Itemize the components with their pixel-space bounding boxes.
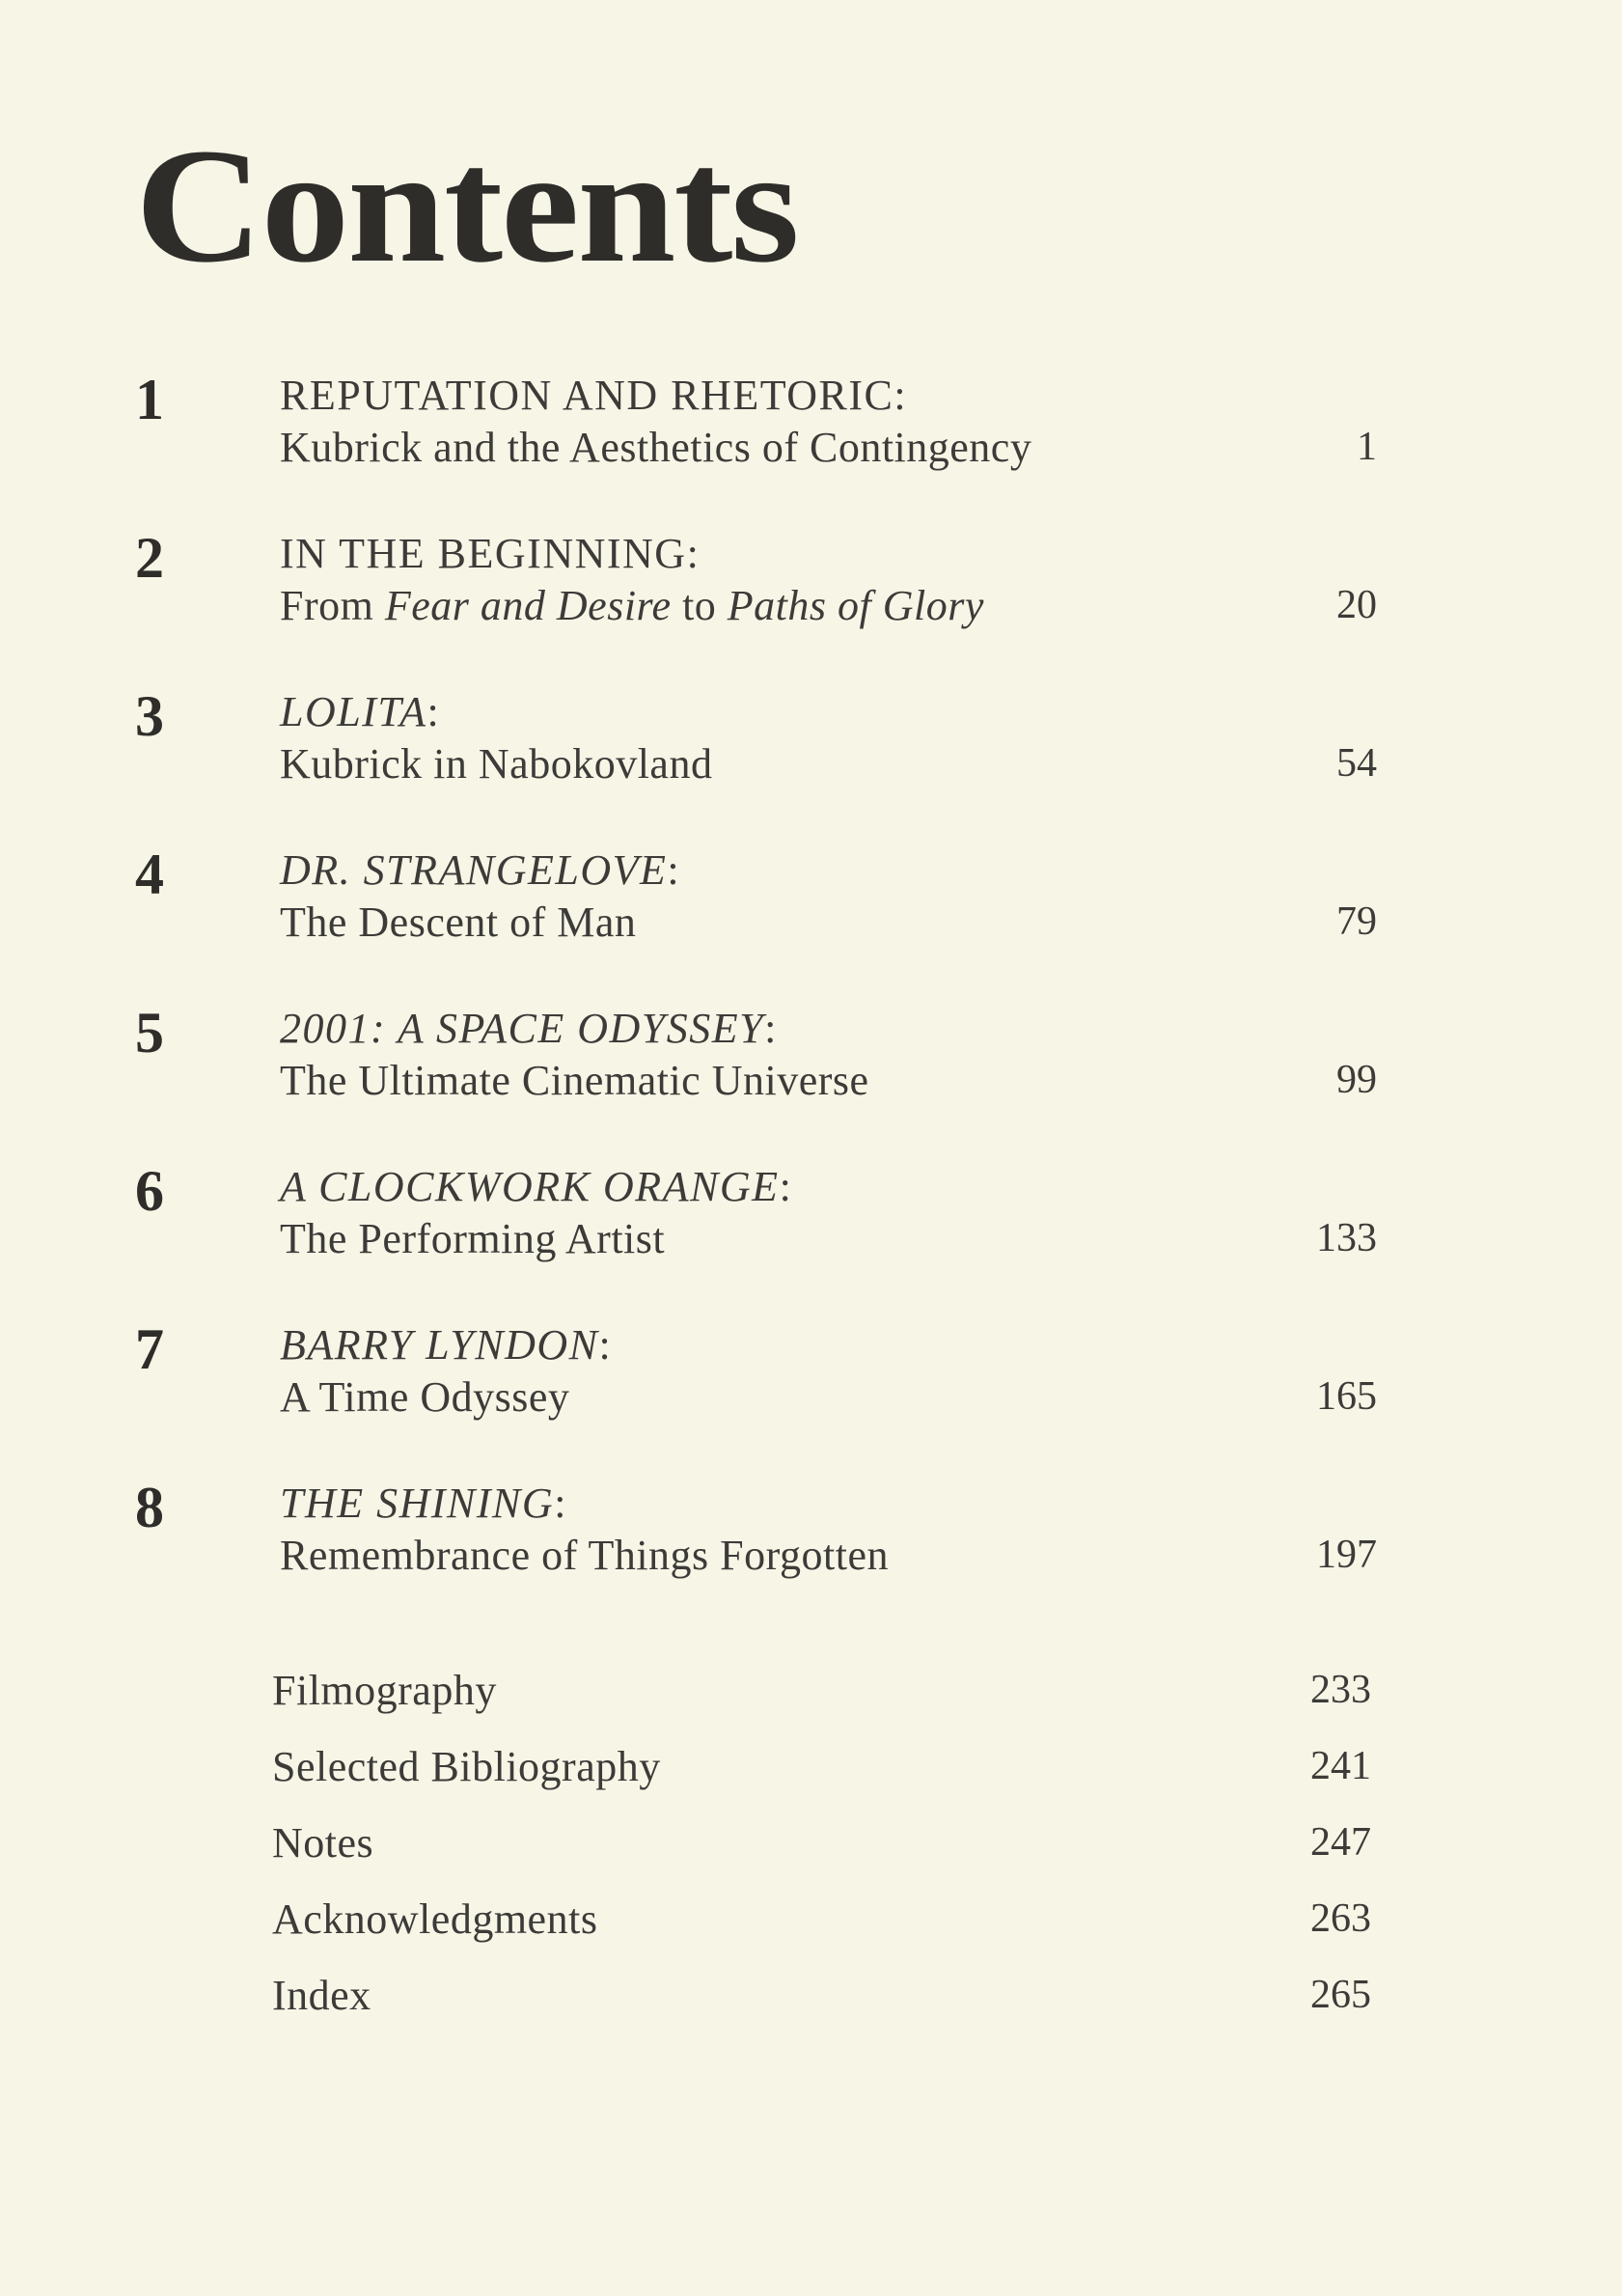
chapter-title [280, 846, 681, 894]
film-title-italic: DR. STRANGELOVE [280, 846, 668, 894]
page-number: 241 [1310, 1744, 1371, 1788]
chapter-title [280, 1005, 778, 1052]
toc-chapter-entry [0, 1001, 1622, 1123]
back-matter-label: Notes [272, 1819, 374, 1867]
page-number: 99 [1336, 1058, 1377, 1102]
chapter-subtitle [280, 424, 1032, 471]
title-text: From [280, 582, 385, 629]
page-number: 165 [1316, 1374, 1377, 1419]
back-matter-label: Filmography [272, 1667, 497, 1714]
chapter-number: 4 [135, 843, 164, 906]
film-title-italic: 2001: A SPACE ODYSSEY [280, 1005, 765, 1052]
title-text: : [779, 1163, 793, 1210]
page-number: 133 [1316, 1216, 1377, 1260]
page-number: 20 [1336, 583, 1377, 627]
title-text: to [671, 582, 728, 629]
title-text: Kubrick and the Aesthetics of Contingency [280, 424, 1032, 471]
title-text: : [667, 846, 681, 894]
film-title-italic: THE SHINING [280, 1480, 555, 1527]
chapter-number: 5 [135, 1001, 164, 1065]
film-title-italic: BARRY LYNDON [280, 1321, 599, 1369]
title-text: : [554, 1480, 567, 1527]
toc-chapter-entry [0, 368, 1622, 490]
chapter-title [280, 374, 907, 417]
page-number: 1 [1357, 425, 1377, 469]
chapter-title [280, 688, 441, 735]
chapter-subtitle [280, 1215, 666, 1262]
toc-back-matter-entry [0, 1667, 1622, 1728]
film-title-italic: LOLITA [280, 688, 427, 735]
chapter-number: 2 [135, 526, 164, 590]
chapter-number: 7 [135, 1317, 164, 1381]
toc-back-matter-entry [0, 1895, 1622, 1956]
toc-back-matter-entry [0, 1819, 1622, 1880]
toc-chapter-entry [0, 1317, 1622, 1440]
title-text: The Performing Artist [280, 1215, 666, 1262]
chapter-title [280, 1163, 793, 1210]
title-text: Remembrance of Things Forgotten [280, 1532, 889, 1579]
toc-back-matter-entry [0, 1972, 1622, 2033]
page-number: 54 [1336, 741, 1377, 786]
toc-chapter-entry [0, 1476, 1622, 1598]
chapter-title [280, 530, 701, 577]
chapter-number: 1 [135, 368, 164, 431]
toc-chapter-entry [0, 1159, 1622, 1282]
film-title-italic: Paths of Glory [727, 582, 984, 629]
page-number: 263 [1310, 1896, 1371, 1941]
back-matter-label: Index [272, 1972, 371, 2019]
title-text: REPUTATION AND RHETORIC: [280, 372, 908, 419]
toc-back-matter-entry [0, 1743, 1622, 1804]
chapter-title [280, 1482, 567, 1525]
title-text: The Ultimate Cinematic Universe [280, 1057, 869, 1104]
chapter-subtitle [280, 1373, 570, 1421]
page-title: Contents [135, 115, 798, 296]
chapter-subtitle [280, 1057, 869, 1104]
page-number: 233 [1310, 1668, 1371, 1712]
chapter-subtitle [280, 901, 636, 944]
title-text: Kubrick in Nabokovland [280, 740, 713, 788]
toc-chapter-entry [0, 684, 1622, 807]
toc-chapter-entry [0, 843, 1622, 965]
back-matter-label: Acknowledgments [272, 1895, 598, 1943]
title-text: IN THE BEGINNING: [280, 530, 701, 577]
chapter-subtitle [280, 582, 984, 629]
page-number: 197 [1316, 1533, 1377, 1577]
page-number: 265 [1310, 1973, 1371, 2017]
page-number: 247 [1310, 1820, 1371, 1865]
film-title-italic: Fear and Desire [384, 582, 672, 629]
back-matter-label: Selected Bibliography [272, 1743, 661, 1790]
chapter-number: 6 [135, 1159, 164, 1223]
chapter-title [280, 1321, 613, 1369]
chapter-subtitle [280, 1532, 889, 1579]
title-text: : [598, 1321, 613, 1369]
page-number: 79 [1336, 899, 1377, 944]
title-text: : [426, 688, 441, 735]
chapter-number: 3 [135, 684, 164, 748]
chapter-number: 8 [135, 1476, 164, 1539]
film-title-italic: A CLOCKWORK ORANGE [280, 1163, 780, 1210]
chapter-subtitle [280, 740, 713, 788]
title-text: The Descent of Man [280, 899, 637, 946]
title-text: : [764, 1005, 778, 1052]
title-text: A Time Odyssey [280, 1373, 570, 1421]
toc-chapter-entry [0, 526, 1622, 649]
